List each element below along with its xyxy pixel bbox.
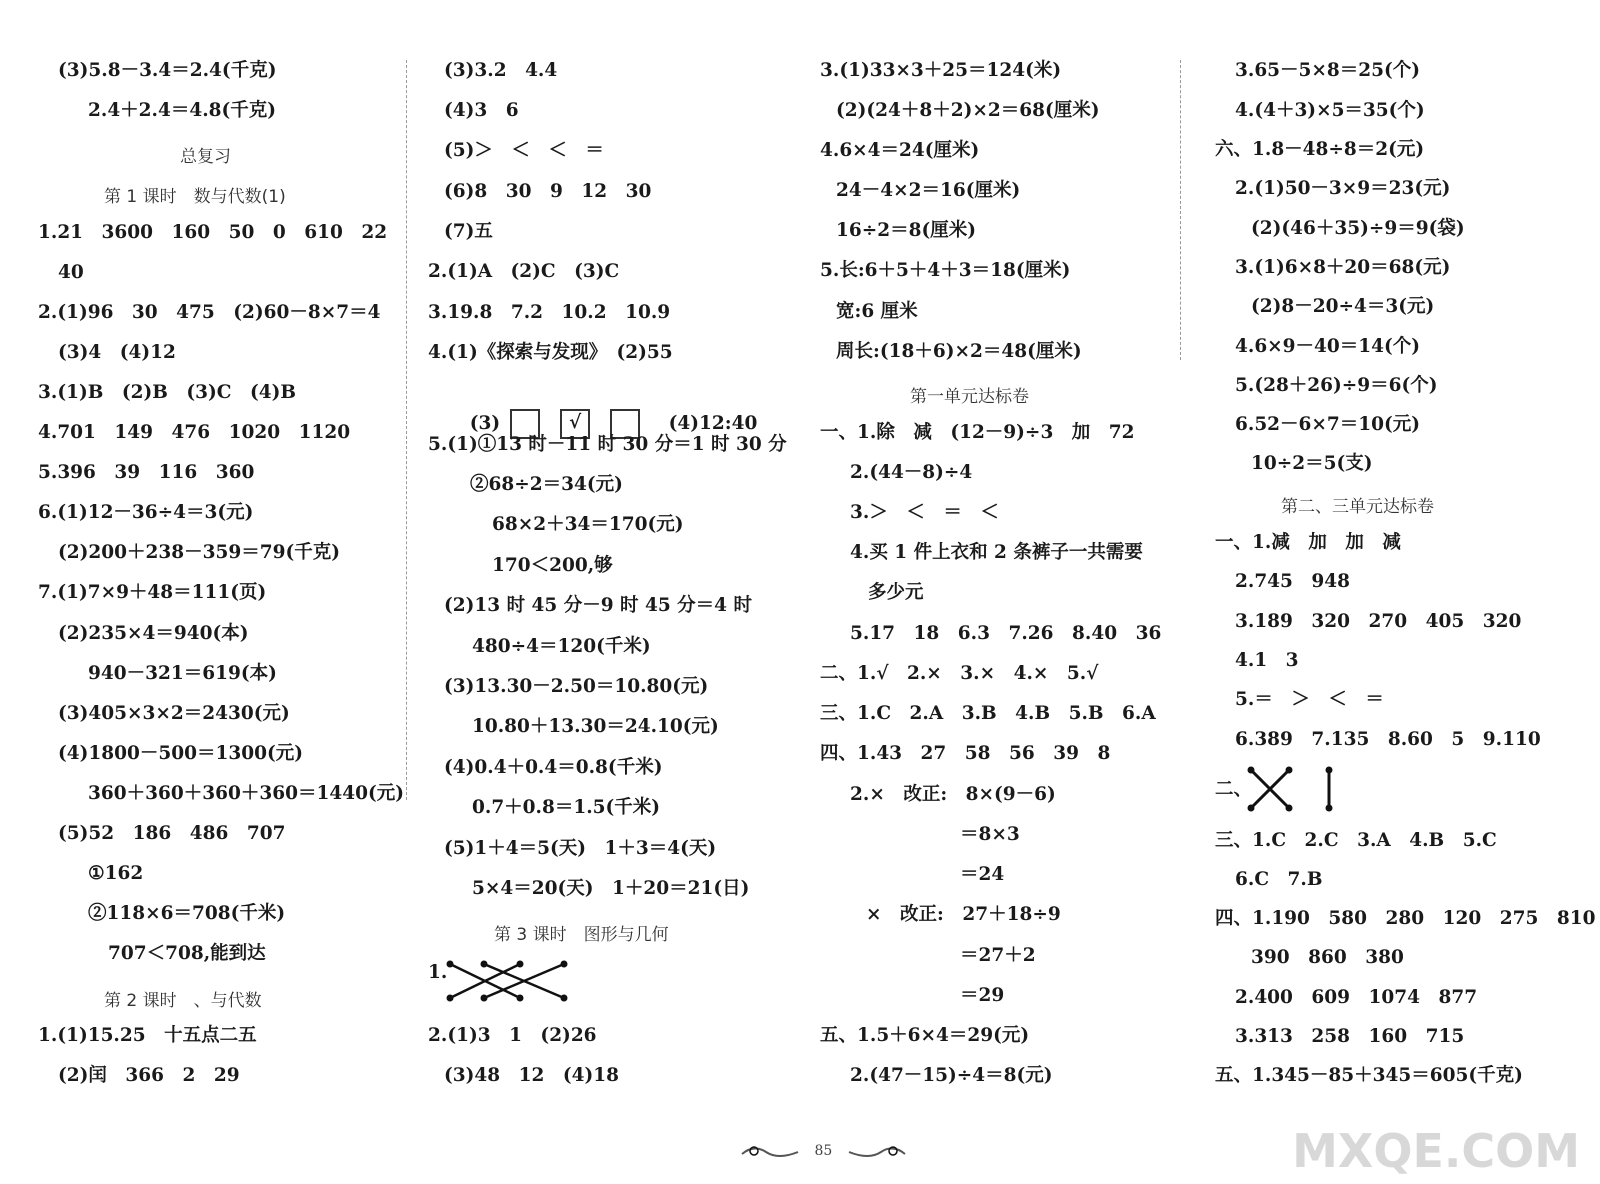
answer-line: (3) — [469, 413, 501, 434]
answer-line: (4)3 6 — [444, 100, 519, 121]
answer-line: 1.21 3600 160 50 0 610 22 — [38, 222, 388, 243]
answer-line: 390 860 380 — [1251, 947, 1404, 968]
answer-line: (7)五 — [444, 221, 493, 242]
answer-line: 四、1.43 27 58 56 39 8 — [820, 743, 1111, 764]
answer-line: 5×4＝20(天) 1＋20＝21(日) — [472, 878, 750, 899]
answer-line: 0.7＋0.8＝1.5(千米) — [472, 797, 661, 818]
answer-line: 940－321＝619(本) — [88, 663, 277, 684]
answer-line: ＝27＋2 — [960, 945, 1036, 966]
answer-line: ＝29 — [960, 985, 1005, 1006]
column-divider — [406, 60, 407, 800]
cloud-ornament-icon — [847, 1142, 907, 1160]
answer-line: 三、1.C 2.C 3.A 4.B 5.C — [1215, 830, 1497, 851]
answer-line: 1. — [428, 962, 448, 983]
answer-line: 6.(1)12－36÷4＝3(元) — [38, 502, 254, 523]
answer-line: (4)12:40 — [668, 413, 758, 434]
lesson-heading: 第 1 课时 数与代数(1) — [104, 187, 286, 207]
answer-line: 10.80＋13.30＝24.10(元) — [472, 716, 719, 737]
answer-line: 周长:(18＋6)×2＝48(厘米) — [836, 341, 1082, 362]
answer-line: 3.65－5×8＝25(个) — [1235, 60, 1421, 81]
watermark: MXQE.COM — [1292, 1124, 1580, 1178]
answer-line: 3.(1)B (2)B (3)C (4)B — [38, 382, 296, 403]
section-heading: 第二、三单元达标卷 — [1281, 497, 1434, 517]
answer-line: (5)52 186 486 707 — [58, 823, 286, 844]
answer-line: 一、1.减 加 加 减 — [1215, 532, 1401, 553]
answer-line: 2.(1)50－3×9＝23(元) — [1235, 178, 1451, 199]
answer-line: 五、1.345－85＋345＝605(千克) — [1215, 1065, 1523, 1086]
section-heading: 总复习 — [180, 147, 231, 167]
answer-line: (2)235×4＝940(本) — [58, 623, 249, 644]
answer-line: 360＋360＋360＋360＝1440(元) — [88, 783, 404, 804]
answer-line: 2.× 改正: 8×(9－6) — [850, 784, 1056, 805]
answer-line: 68×2＋34＝170(元) — [492, 514, 684, 535]
answer-line: 4.6×4＝24(厘米) — [820, 140, 980, 161]
answer-line: 一、1.除 减 (12－9)÷3 加 72 — [820, 422, 1135, 443]
answer-line: 2.400 609 1074 877 — [1235, 987, 1478, 1008]
answer-line: (2)(24＋8＋2)×2＝68(厘米) — [836, 100, 1100, 121]
answer-line: 6.C 7.B — [1235, 869, 1323, 890]
answer-line: 3.(1)6×8＋20＝68(元) — [1235, 257, 1451, 278]
answer-line: 2.(1)A (2)C (3)C — [428, 261, 620, 282]
section-heading: 第一单元达标卷 — [910, 387, 1029, 407]
answer-line: 2.(1)3 1 (2)26 — [428, 1025, 597, 1046]
lesson-heading: 第 2 课时 、与代数 — [104, 991, 262, 1011]
cloud-ornament-icon — [740, 1142, 800, 1160]
checked-box: √ — [560, 409, 590, 439]
answer-line: 二、 — [1215, 779, 1253, 800]
answer-line: 2.(44－8)÷4 — [850, 462, 973, 483]
answer-line: 7.(1)7×9＋48＝111(页) — [38, 582, 267, 603]
answer-line: (3)5.8－3.4＝2.4(千克) — [58, 60, 277, 81]
answer-line: 4.(1)《探索与发现》 (2)55 — [428, 342, 673, 363]
answer-line: ＝8×3 — [960, 824, 1020, 845]
answer-line: 5.17 18 6.3 7.26 8.40 36 — [850, 623, 1162, 644]
answer-line: (4)0.4＋0.4＝0.8(千米) — [444, 757, 663, 778]
answer-line: 六、1.8－48÷8＝2(元) — [1215, 139, 1425, 160]
answer-line: 5.(1)①13 时－11 时 30 分＝1 时 30 分 — [428, 434, 787, 455]
answer-line: 5.(28＋26)÷9＝6(个) — [1235, 375, 1438, 396]
matching-lines-figure — [1245, 764, 1345, 814]
answer-line: 1.(1)15.25 十五点二五 — [38, 1025, 257, 1046]
answer-line: 707＜708,能到达 — [108, 943, 266, 964]
answer-line: 6.389 7.135 8.60 5 9.110 — [1235, 729, 1541, 750]
column-divider — [1180, 60, 1181, 360]
answer-line: (2)13 时 45 分－9 时 45 分＝4 时 — [444, 595, 752, 616]
answer-line: (3)13.30－2.50＝10.80(元) — [444, 676, 709, 697]
answer-line: 4.(4＋3)×5＝35(个) — [1235, 100, 1425, 121]
answer-line: ②118×6＝708(千米) — [88, 903, 286, 924]
answer-line: 多少元 — [868, 582, 924, 603]
answer-line: 170＜200,够 — [492, 555, 613, 576]
page-number: 85 — [814, 1143, 833, 1159]
answer-line: 5.396 39 116 360 — [38, 462, 255, 483]
answer-line: 480÷4＝120(千米) — [472, 636, 651, 657]
answer-line: 四、1.190 580 280 120 275 810 — [1215, 908, 1596, 929]
answer-line: (3)405×3×2＝2430(元) — [58, 703, 290, 724]
answer-line: 三、1.C 2.A 3.B 4.B 5.B 6.A — [820, 703, 1156, 724]
answer-line: 4.1 3 — [1235, 650, 1299, 671]
page-footer — [740, 1142, 907, 1160]
answer-line: (4)1800－500＝1300(元) — [58, 743, 303, 764]
answer-line: 3.313 258 160 715 — [1235, 1026, 1465, 1047]
answer-line: 5.＝ ＞ ＜ ＝ — [1235, 689, 1384, 710]
answer-line: ②68÷2＝34(元) — [470, 474, 623, 495]
answer-line: (2)闰 366 2 29 — [58, 1065, 240, 1086]
answer-line: 5.长:6＋5＋4＋3＝18(厘米) — [820, 260, 1071, 281]
answer-line: 宽:6 厘米 — [836, 301, 918, 322]
answer-line: (3)3.2 4.4 — [444, 60, 558, 81]
answer-line: 五、1.5＋6×4＝29(元) — [820, 1025, 1030, 1046]
answer-line: (3)4 (4)12 — [58, 342, 176, 363]
answer-line: 40 — [58, 262, 84, 283]
answer-line: (6)8 30 9 12 30 — [444, 181, 652, 202]
answer-line: 4.买 1 件上衣和 2 条裤子一共需要 — [850, 542, 1143, 563]
answer-line: (2)(46＋35)÷9＝9(袋) — [1251, 218, 1465, 239]
answer-line: (5)1＋4＝5(天) 1＋3＝4(天) — [444, 838, 717, 859]
answer-line: (2)200＋238－359＝79(千克) — [58, 542, 340, 563]
answer-line: 2.(1)96 30 475 (2)60－8×7＝4 — [38, 302, 381, 323]
answer-line: 6.52－6×7＝10(元) — [1235, 414, 1421, 435]
answer-line: (3)48 12 (4)18 — [444, 1065, 619, 1086]
answer-line: ①162 — [88, 863, 144, 884]
answer-line: (5)＞ ＜ ＜ ＝ — [444, 140, 604, 161]
answer-line: 10÷2＝5(支) — [1251, 453, 1373, 474]
answer-line: 24－4×2＝16(厘米) — [836, 180, 1021, 201]
answer-line: 3.19.8 7.2 10.2 10.9 — [428, 302, 671, 323]
answer-line: 2.(47－15)÷4＝8(元) — [850, 1065, 1053, 1086]
matching-lines-figure — [444, 952, 574, 1006]
lesson-heading: 第 3 课时 图形与几何 — [494, 925, 669, 945]
answer-line: ＝24 — [960, 864, 1005, 885]
answer-line: 3.189 320 270 405 320 — [1235, 611, 1522, 632]
answer-line: 16÷2＝8(厘米) — [836, 220, 976, 241]
answer-line: 4.6×9－40＝14(个) — [1235, 336, 1421, 357]
answer-line: 3.(1)33×3＋25＝124(米) — [820, 60, 1062, 81]
answer-line: (2)8－20÷4＝3(元) — [1251, 296, 1435, 317]
answer-line: 3.＞ ＜ ＝ ＜ — [850, 502, 999, 523]
answer-line: × 改正: 27＋18÷9 — [866, 904, 1061, 925]
answer-line: 2.745 948 — [1235, 571, 1351, 592]
answer-line: 4.701 149 476 1020 1120 — [38, 422, 351, 443]
answer-line: 二、1.√ 2.× 3.× 4.× 5.√ — [820, 663, 1099, 684]
answer-line: 2.4＋2.4＝4.8(千克) — [88, 100, 277, 121]
